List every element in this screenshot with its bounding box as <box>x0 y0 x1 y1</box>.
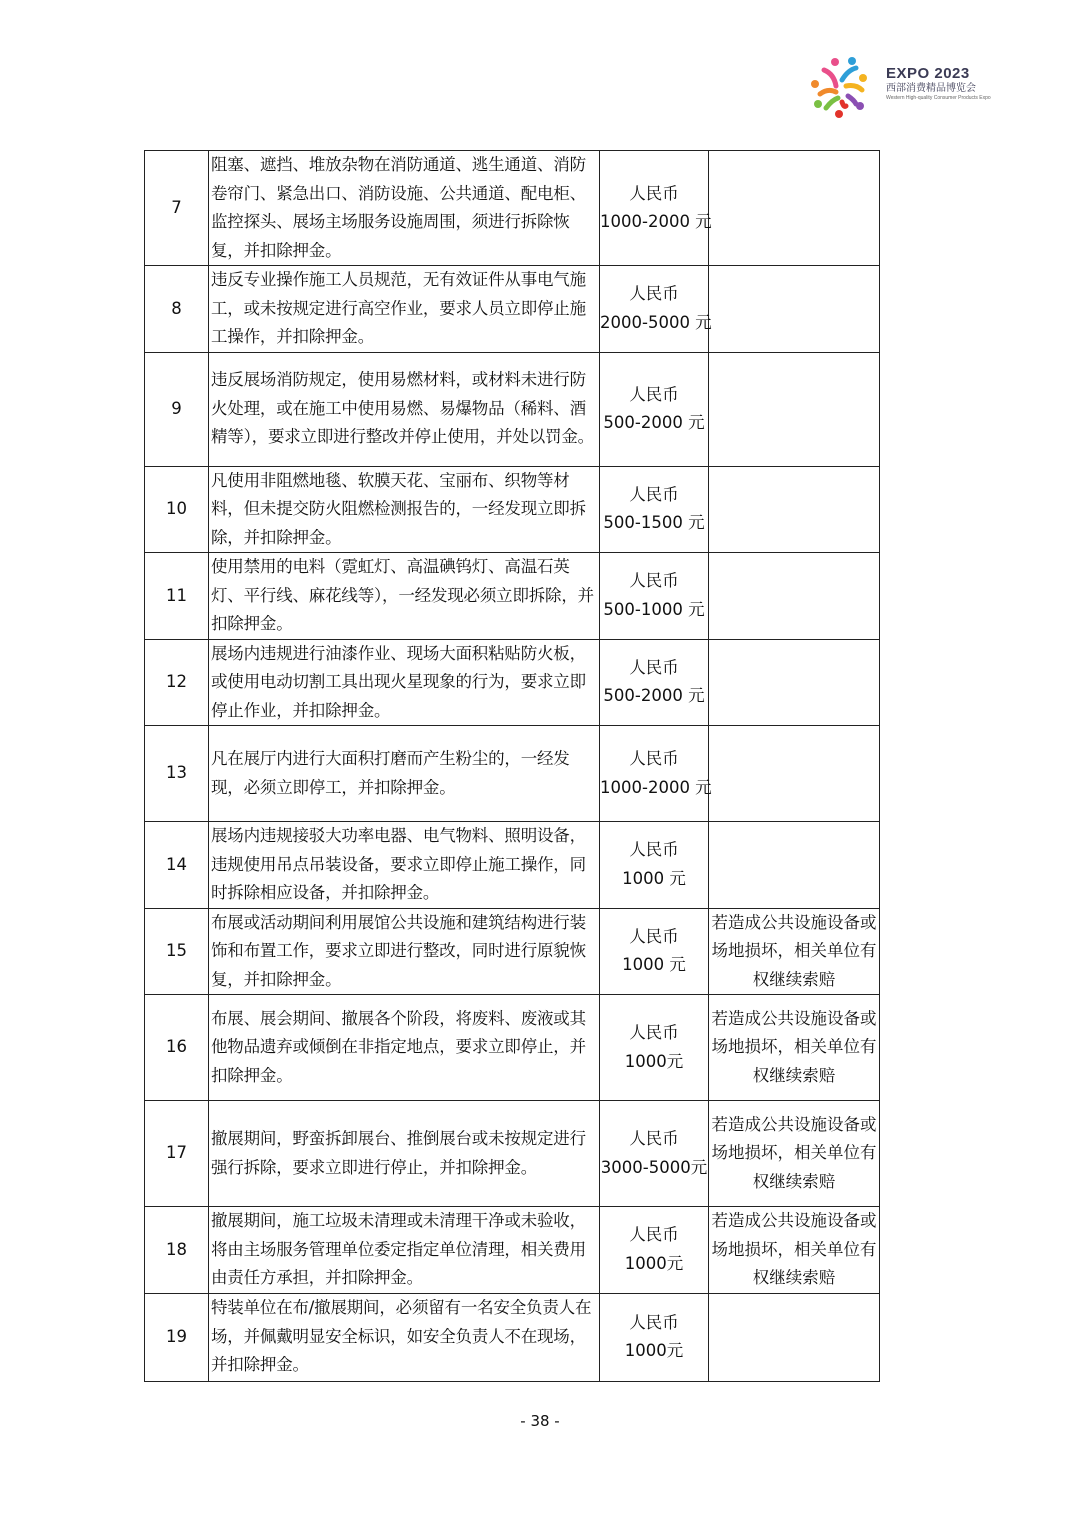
page-number: - 38 - <box>520 1412 560 1430</box>
remark <box>709 822 880 909</box>
violation-description: 使用禁用的电料（霓虹灯、高温碘钨灯、高温石英灯、平行线、麻花线等），一经发现必须立即拆除，并扣除押金。 <box>209 553 600 640</box>
fine-amount: 500-1500 元 <box>603 513 705 533</box>
row-number: 19 <box>145 1293 209 1381</box>
violation-description: 违反专业操作施工人员规范，无有效证件从事电气施工，或未按规定进行高空作业，要求人员立即停止施工操作，并扣除押金。 <box>209 266 600 353</box>
table-row <box>145 908 880 995</box>
row-number: 10 <box>145 466 209 553</box>
fine-amount: 1000元 <box>624 1253 684 1273</box>
fine-cell <box>600 466 709 553</box>
fine-cell <box>600 266 712 353</box>
table-row <box>145 995 880 1101</box>
row-number: 14 <box>145 822 209 909</box>
penalty-table-body <box>145 151 880 1382</box>
fine-currency: 人民币 <box>629 657 679 677</box>
fine-cell <box>600 352 709 466</box>
fine-amount: 2000-5000 元 <box>600 312 712 332</box>
fine-amount: 1000 元 <box>622 955 686 975</box>
table-row <box>145 553 880 640</box>
fine-amount: 1000 元 <box>622 868 686 888</box>
row-number: 17 <box>145 1101 209 1207</box>
violation-description: 违反展场消防规定，使用易燃材料，或材料未进行防火处理，或在施工中使用易燃、易爆物品（稀料、酒精等），要求立即进行整改并停止使用，并处以罚金。 <box>209 352 600 466</box>
fine-amount: 3000-5000元 <box>600 1157 708 1177</box>
table-row <box>145 726 880 822</box>
table-row <box>145 352 880 466</box>
remark: 若造成公共设施设备或场地损坏，相关单位有权继续索赔 <box>709 1101 880 1207</box>
fine-amount: 1000元 <box>624 1341 684 1360</box>
violation-description: 凡使用非阻燃地毯、软膜天花、宝丽布、织物等材料，但未提交防火阻燃检测报告的，一经发现立即拆除，并扣除押金。 <box>209 466 600 553</box>
violation-description: 凡在展厅内进行大面积打磨而产生粉尘的，一经发现，必须立即停工，并扣除押金。 <box>209 726 600 822</box>
table-row <box>145 466 880 553</box>
row-number: 8 <box>145 266 209 353</box>
fine-currency: 人民币 <box>629 1023 679 1042</box>
violation-description: 撤展期间，野蛮拆卸展台、推倒展台或未按规定进行强行拆除，要求立即进行停止，并扣除押金。 <box>209 1101 600 1207</box>
violation-description: 布展、展会期间、撤展各个阶段，将废料、废液或其他物品遗弃或倾倒在非指定地点，要求立即停止，并扣除押金。 <box>209 995 600 1101</box>
remark: 若造成公共设施设备或场地损坏，相关单位有权继续索赔 <box>709 908 880 995</box>
violation-description: 展场内违规接驳大功率电器、电气物料、照明设备，违规使用吊点吊装设备，要求立即停止施工操作，同时拆除相应设备，并扣除押金。 <box>209 822 600 909</box>
violation-description: 阻塞、遮挡、堆放杂物在消防通道、逃生通道、消防卷帘门、紧急出口、消防设施、公共通道、配电柜、监控探头、展场主场服务设施周围，须进行拆除恢复，并扣除押金。 <box>209 151 600 266</box>
remark <box>709 726 880 822</box>
penalty-table <box>144 150 880 1382</box>
logo-english: Western High-quality Consumer Products Expo <box>886 95 991 101</box>
violation-description: 布展或活动期间利用展馆公共设施和建筑结构进行装饰和布置工作，要求立即进行整改，同时进行原貌恢复，并扣除押金。 <box>209 908 600 995</box>
fine-currency: 人民币 <box>629 284 679 304</box>
remark <box>709 466 880 553</box>
fine-currency: 人民币 <box>629 840 679 860</box>
fine-cell <box>600 1101 709 1207</box>
fine-cell <box>600 995 709 1101</box>
fine-currency: 人民币 <box>629 484 679 504</box>
fine-currency: 人民币 <box>629 926 679 946</box>
expo-logo <box>810 56 1010 120</box>
fine-currency: 人民币 <box>629 1129 679 1148</box>
table-row <box>145 1207 880 1294</box>
fine-currency: 人民币 <box>629 749 679 768</box>
table-row <box>145 1101 880 1207</box>
remark <box>709 639 880 726</box>
table-row <box>145 822 880 909</box>
row-number: 13 <box>145 726 209 822</box>
row-number: 7 <box>145 151 209 266</box>
fine-cell <box>600 1207 709 1294</box>
logo-title: EXPO 2023 <box>886 65 970 82</box>
row-number: 9 <box>145 352 209 466</box>
table-row <box>145 151 880 266</box>
violation-description: 撤展期间，施工垃圾未清理或未清理干净或未验收，将由主场服务管理单位委定指定单位清理，相关费用由责任方承担，并扣除押金。 <box>209 1207 600 1294</box>
row-number: 16 <box>145 995 209 1101</box>
fine-amount: 500-1000 元 <box>603 599 705 619</box>
row-number: 18 <box>145 1207 209 1294</box>
remark <box>709 1293 880 1381</box>
fine-currency: 人民币 <box>629 1312 679 1332</box>
row-number: 15 <box>145 908 209 995</box>
fine-currency: 人民币 <box>629 384 679 404</box>
remark: 若造成公共设施设备或场地损坏，相关单位有权继续索赔 <box>709 995 880 1101</box>
fine-amount: 500-2000 元 <box>603 686 705 706</box>
logo-subtitle: 西部消费精品博览会 <box>886 83 976 94</box>
fine-currency: 人民币 <box>629 571 679 591</box>
remark: 若造成公共设施设备或场地损坏，相关单位有权继续索赔 <box>709 1207 880 1294</box>
fine-cell <box>600 822 709 909</box>
table-row <box>145 266 880 353</box>
remark <box>709 266 880 353</box>
table-row <box>145 1293 880 1381</box>
fine-cell <box>600 553 709 640</box>
row-number: 12 <box>145 639 209 726</box>
remark <box>709 151 880 266</box>
table-row <box>145 639 880 726</box>
fine-amount: 1000-2000 元 <box>600 212 712 231</box>
fine-cell <box>600 151 712 266</box>
fine-amount: 500-2000 元 <box>603 413 705 432</box>
fine-amount: 1000-2000 元 <box>600 777 712 797</box>
fine-currency: 人民币 <box>629 1225 679 1245</box>
fine-cell <box>600 726 712 822</box>
violation-description: 特装单位在布/撤展期间，必须留有一名安全负责人在场，并佩戴明显安全标识，如安全负责人不在现场， 并扣除押金。 <box>209 1293 600 1381</box>
fine-cell <box>600 639 709 726</box>
violation-description: 展场内违规进行油漆作业、现场大面积粘贴防火板，或使用电动切割工具出现火星现象的行为，要求立即停止作业，并扣除押金。 <box>209 639 600 726</box>
fine-currency: 人民币 <box>629 183 679 203</box>
fine-cell <box>600 908 709 995</box>
fine-amount: 1000元 <box>624 1051 684 1071</box>
row-number: 11 <box>145 553 209 640</box>
remark <box>709 553 880 640</box>
fine-cell <box>600 1293 709 1381</box>
expo-logo-icon <box>810 56 874 120</box>
remark <box>709 352 880 466</box>
